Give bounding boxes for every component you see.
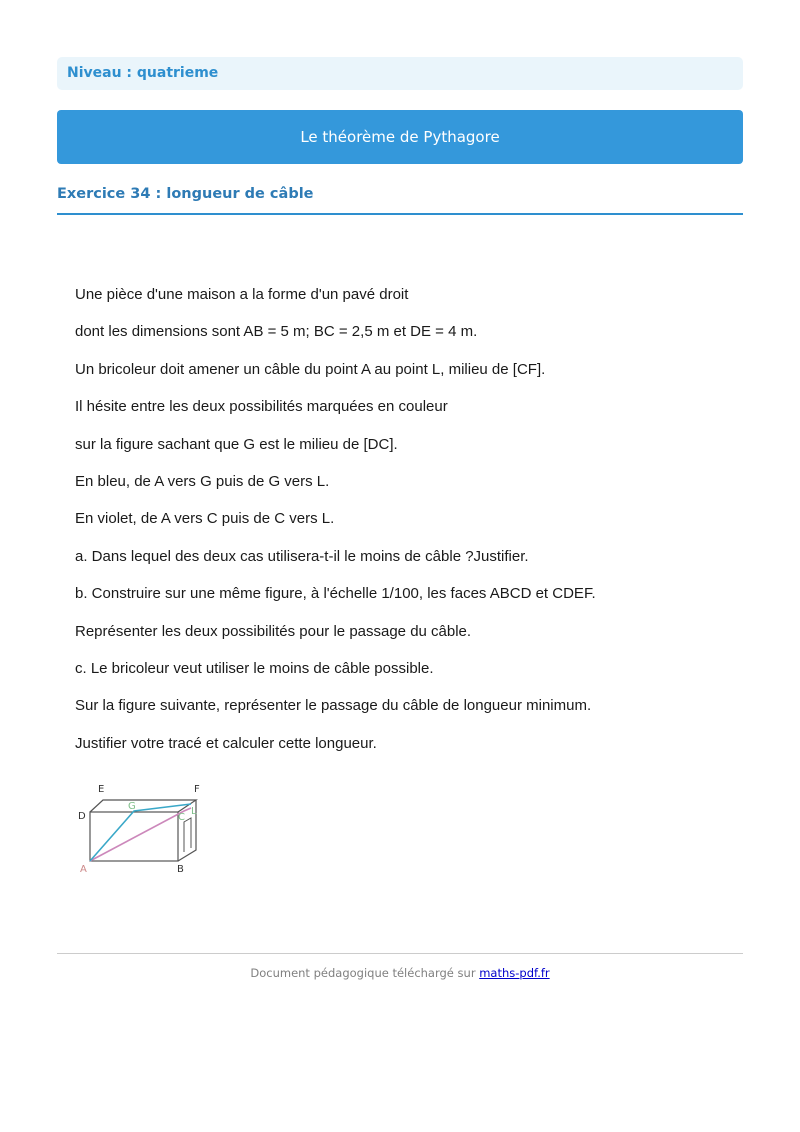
footer-text: Document pédagogique téléchargé sur bbox=[250, 966, 480, 980]
statement-line: Il hésite entre les deux possibilités marquées en couleur bbox=[75, 398, 448, 416]
label-c: C bbox=[178, 812, 185, 823]
footer-divider bbox=[57, 953, 743, 954]
statement-line: Représenter les deux possibilités pour le passage du câble. bbox=[75, 622, 472, 640]
footer bbox=[57, 966, 743, 980]
label-a: A bbox=[80, 864, 87, 875]
statement-line: b. Construire sur une même figure, à l'échelle 1/100, les faces ABCD et CDEF. bbox=[75, 585, 596, 603]
statement-line: En violet, de A vers C puis de C vers L. bbox=[75, 510, 335, 528]
level-box bbox=[57, 57, 743, 90]
statement-line: Une pièce d'une maison a la forme d'un pavé droit bbox=[75, 286, 409, 303]
violet-path bbox=[90, 808, 191, 861]
box-figure bbox=[74, 778, 214, 878]
statement-line: a. Dans lequel des deux cas utilisera-t-il le moins de câble ?Justifier. bbox=[75, 547, 529, 565]
exercise-title bbox=[57, 186, 743, 215]
footer-link[interactable]: maths-pdf.fr bbox=[479, 966, 550, 980]
label-g: G bbox=[128, 801, 136, 812]
box-figure-svg bbox=[74, 778, 214, 878]
label-d: D bbox=[78, 811, 86, 822]
statement-line: Justifier votre tracé et calculer cette longueur. bbox=[75, 734, 377, 752]
statement-line: Sur la figure suivante, représenter le passage du câble de longueur minimum. bbox=[75, 697, 592, 715]
door-shape bbox=[184, 818, 191, 852]
label-b: B bbox=[177, 864, 184, 875]
statement-line: Un bricoleur doit amener un câble du point A au point L, milieu de [CF]. bbox=[75, 360, 546, 378]
statement-line: sur la figure sachant que G est le milieu de [DC]. bbox=[75, 435, 398, 453]
statement-line: En bleu, de A vers G puis de G vers L. bbox=[75, 472, 330, 490]
statement-line: c. Le bricoleur veut utiliser le moins de câble possible. bbox=[75, 659, 434, 677]
page-title: Le théorème de Pythagore bbox=[300, 128, 500, 146]
label-l: L bbox=[191, 806, 197, 817]
exercise-statement bbox=[75, 284, 725, 770]
level-label: Niveau : quatrieme bbox=[67, 65, 219, 81]
title-banner bbox=[57, 110, 743, 164]
exercise-title-text: Exercice 34 : longueur de câble bbox=[57, 186, 314, 202]
label-f: F bbox=[194, 784, 200, 795]
statement-line: dont les dimensions sont AB = 5 m; BC = 2,5 m et DE = 4 m. bbox=[75, 323, 478, 341]
label-e: E bbox=[98, 784, 105, 795]
